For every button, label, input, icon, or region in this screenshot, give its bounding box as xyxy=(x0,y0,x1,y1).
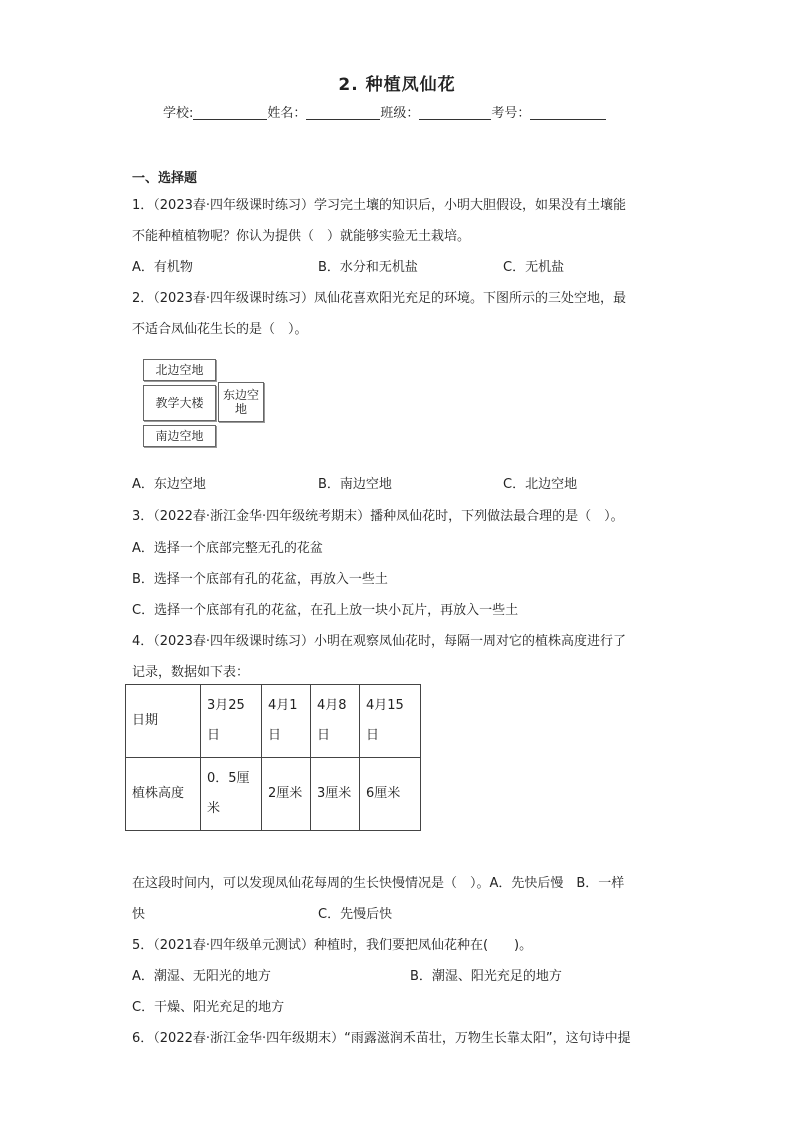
south-plot-box: 南边空地 xyxy=(143,425,216,447)
table-cell: 日期 xyxy=(126,685,201,758)
q6-text-line1: 6．（2022春·浙江金华·四年级期末）“雨露滋润禾苗壮，万物生长靠太阳”，这句诗中提 xyxy=(132,1031,631,1046)
north-plot-box: 北边空地 xyxy=(143,359,216,381)
q1-option-c: C．无机盐 xyxy=(503,260,565,275)
table-cell: 4月1日 xyxy=(262,685,311,758)
section-heading: 一、选择题 xyxy=(132,171,198,186)
class-label: 班级： xyxy=(380,106,420,121)
q2-option-a: A．东边空地 xyxy=(132,477,206,492)
building-box: 教学大楼 xyxy=(143,385,216,421)
table-row xyxy=(126,758,421,831)
q5-option-b: B．潮湿、阳光充足的地方 xyxy=(410,969,562,984)
student-info-line xyxy=(163,102,606,121)
table-cell: 2厘米 xyxy=(262,758,311,831)
q5-option-a: A．潮湿、无阳光的地方 xyxy=(132,969,271,984)
q4-text-line4: 快 xyxy=(132,907,146,922)
table-cell: 4月8日 xyxy=(311,685,360,758)
q2-option-b: B．南边空地 xyxy=(318,477,392,492)
q1-option-b: B．水分和无机盐 xyxy=(318,260,418,275)
q3-option-a: A．选择一个底部完整无孔的花盆 xyxy=(132,541,323,556)
q2-option-c: C．北边空地 xyxy=(503,477,578,492)
q3-text-line1: 3．（2022春·浙江金华·四年级统考期末）播种凤仙花时，下列做法最合理的是（ ）。 xyxy=(132,509,624,524)
east-plot-box: 东边空地 xyxy=(218,382,264,422)
q4-option-c: C．先慢后快 xyxy=(318,907,393,922)
name-blank[interactable] xyxy=(306,105,380,120)
table-cell: 3月25日 xyxy=(201,685,262,758)
table-cell: 3厘米 xyxy=(311,758,360,831)
q2-text-line1: 2．（2023春·四年级课时练习）凤仙花喜欢阳光充足的环境。下图所示的三处空地，最 xyxy=(132,291,626,306)
q4-text-line3: 在这段时间内，可以发现凤仙花每周的生长快慢情况是（ ）。A．先快后慢 B．一样 xyxy=(132,876,625,891)
q2-text-line2: 不适合凤仙花生长的是（ ）。 xyxy=(132,322,308,337)
q5-option-c: C．干燥、阳光充足的地方 xyxy=(132,1000,285,1015)
campus-diagram xyxy=(140,356,265,451)
q5-text-line1: 5．（2021春·四年级单元测试）种植时，我们要把凤仙花种在( )。 xyxy=(132,938,533,953)
page-title: 2. 种植凤仙花 xyxy=(338,75,456,95)
q1-text-line1: 1．（2023春·四年级课时练习）学习完土壤的知识后，小明大胆假设，如果没有土壤能 xyxy=(132,198,626,213)
q4-text-line1: 4．（2023春·四年级课时练习）小明在观察凤仙花时，每隔一周对它的植株高度进行了 xyxy=(132,634,626,649)
q1-option-a: A．有机物 xyxy=(132,260,193,275)
table-cell: 4月15日 xyxy=(360,685,421,758)
growth-table xyxy=(125,684,421,831)
exam-no-blank[interactable] xyxy=(530,105,606,120)
q3-option-b: B．选择一个底部有孔的花盆，再放入一些土 xyxy=(132,572,388,587)
q4-text-line2: 记录，数据如下表： xyxy=(132,665,250,680)
table-cell: 植株高度 xyxy=(126,758,201,831)
name-label: 姓名： xyxy=(267,106,307,121)
table-cell: 0．5厘米 xyxy=(201,758,262,831)
class-blank[interactable] xyxy=(419,105,491,120)
q3-option-c: C．选择一个底部有孔的花盆，在孔上放一块小瓦片，再放入一些土 xyxy=(132,603,519,618)
exam-no-label: 考号： xyxy=(491,106,531,121)
school-blank[interactable] xyxy=(193,105,267,120)
school-label: 学校: xyxy=(163,106,194,121)
table-cell: 6厘米 xyxy=(360,758,421,831)
q1-text-line2: 不能种植植物呢？你认为提供（ ）就能够实验无土栽培。 xyxy=(132,229,471,244)
table-header-row xyxy=(126,685,421,758)
